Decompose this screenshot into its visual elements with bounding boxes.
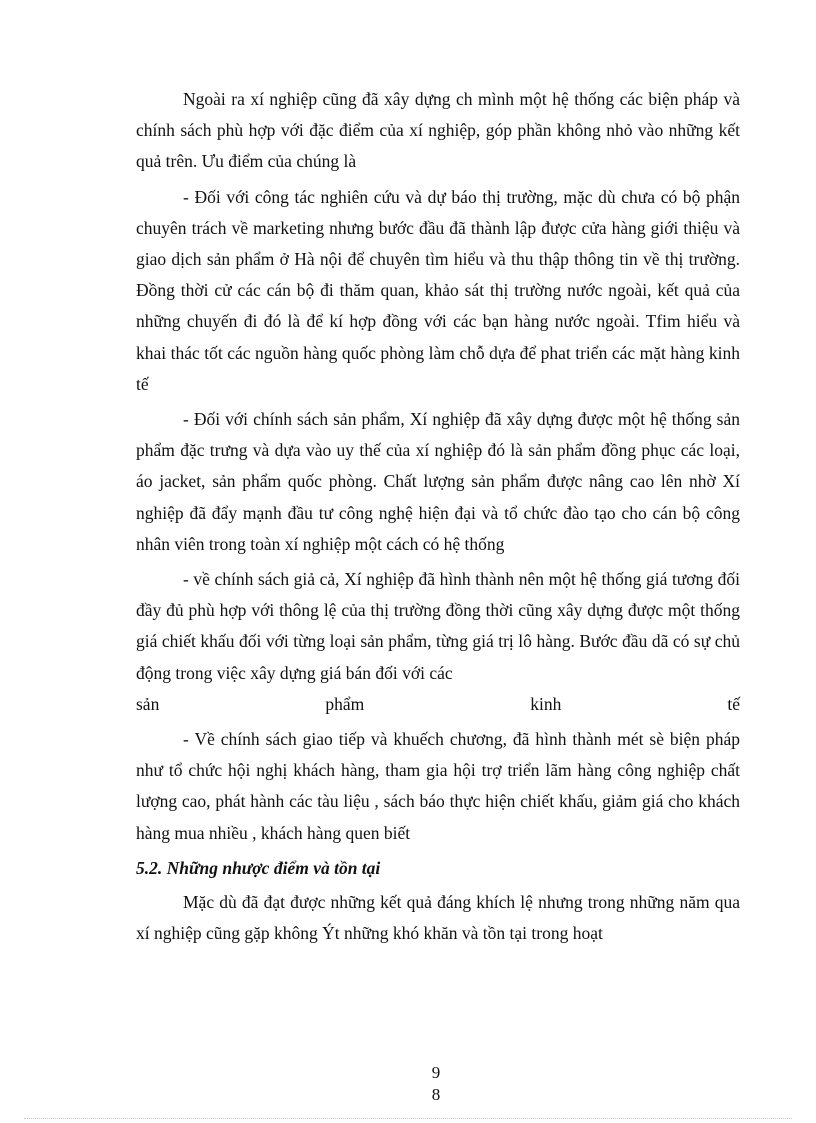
paragraph-intro: Ngoài ra xí nghiệp cũng đã xây dựng ch mình một hệ thống các biện pháp và chính sách phù hợp với đặc điểm của xí nghiệp, góp phần không nhỏ vào những kết quả trên. Ưu điểm của chúng là <box>136 89 740 172</box>
page-number-top: 9 <box>431 1063 441 1082</box>
spread-word: tế <box>727 693 740 714</box>
page-bottom-divider <box>24 1118 792 1119</box>
paragraph-promotion-policy: - Về chính sách giao tiếp và khuếch chương, đã hình thành mét sè biện pháp như tổ chức hội nghị khách hàng, tham gia hội trợ triển lãm hàng công nghiệp chất lượng cao, phát hành các tàu liệu , sách báo thực hiện chiết khấu, giảm giá cho khách hàng mua nhiều , khách hàng quen biết <box>136 729 740 843</box>
paragraph-weaknesses: Mặc dù đã đạt được những kết quả đáng khích lệ nhưng trong những năm qua xí nghiệp cũng gặp không Ýt những khó khăn và tồn tại trong hoạt <box>136 891 740 944</box>
spread-word: phẩm <box>325 693 365 714</box>
section-heading: 5.2. Những nhược điểm và tồn tại <box>136 857 381 878</box>
spread-word: kinh <box>530 693 562 714</box>
paragraph-product-policy: - Đối với chính sách sản phẩm, Xí nghiệp đã xây dựng được một hệ thống sản phẩm đặc trưng và dựa vào uy thế của xí nghiệp đó là sản phẩm đồng phục các loại, áo jacket, sản phẩm quốc phòng. Chất lượng sản phẩm được nâng cao lên nhờ Xí nghiệp đã đẩy mạnh đầu tư công nghệ hiện đại và tổ chức đào tạo cho cán bộ công nhân viên trong toàn xí nghiệp một cách có hệ thống <box>136 409 740 554</box>
paragraph-price-policy: - về chính sách giả cả, Xí nghiệp đã hình thành nên một hệ thống giá tương đối đầy đủ phù hợp với thông lệ của thị trường đồng thời cũng xây dựng được một thống giá chiết khấu đối với từng loại sản phẩm, từng giá trị lô hàng. Bước đầu dã có sự chủ động trong việc xây dựng giá bán đối với các <box>136 569 740 683</box>
spread-text-line <box>136 689 740 720</box>
spread-word: sản <box>136 693 160 714</box>
page-number-bottom: 8 <box>431 1085 441 1104</box>
document-body <box>136 84 740 953</box>
paragraph-market-research: - Đối với công tác nghiên cứu và dự báo thị trường, mặc dù chưa có bộ phận chuyên trách về marketing nhưng bước đầu đã thành lập được cửa hàng giới thiệu và giao dịch sản phẩm ở Hà nội để chuyên tìm hiểu và thu thập thông tin về thị trường. Đồng thời cử các cán bộ đi thăm quan, khảo sát thị trường nước ngoài, kết quả của những chuyến đi đó là để kí hợp đồng với các bạn hàng nước ngoài. Tfim hiểu và khai thác tốt các nguồn hàng quốc phòng làm chỗ dựa để phat triển các mặt hàng kinh tế <box>136 186 740 394</box>
